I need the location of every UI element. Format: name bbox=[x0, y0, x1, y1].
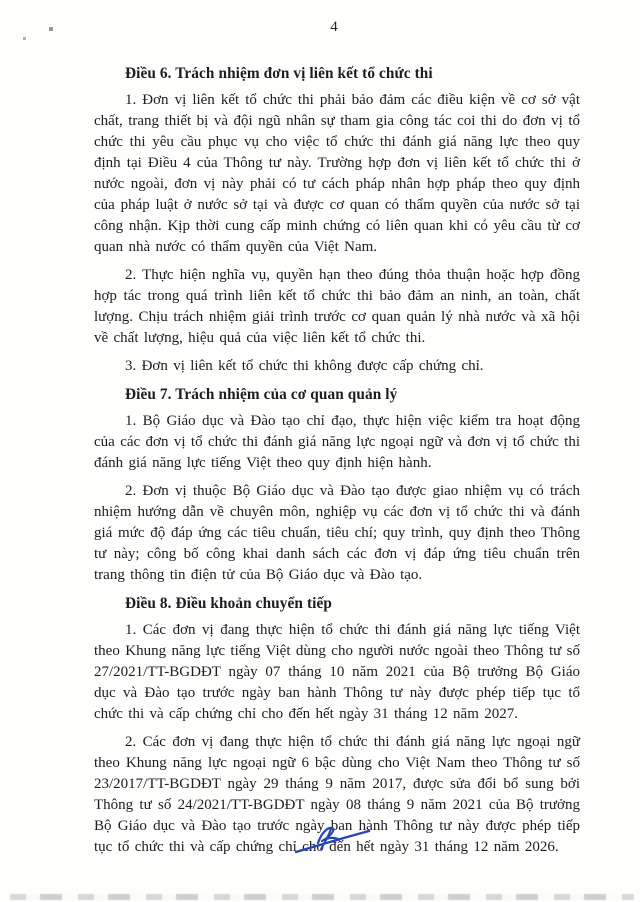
scan-noise-dot bbox=[49, 27, 53, 31]
scan-artifact-band bbox=[10, 894, 634, 900]
article-7-clause-1: 1. Bộ Giáo dục và Đào tạo chỉ đạo, thực hiện việc kiểm tra hoạt động của các đơn vị tổ chức thi đánh giá năng lực ngoại ngữ và đơn vị tổ chức thi đánh giá năng lực tiếng Việt theo quy định hiện hành. bbox=[94, 413, 580, 471]
article-8-clause-2: 2. Các đơn vị đang thực hiện tổ chức thi đánh giá năng lực ngoại ngữ theo Khung năng lực ngoại ngữ 6 bậc dùng cho Việt Nam theo Thông tư số 23/2017/TT-BGDĐT ngày 29 tháng 9 năm 2017, được sửa đổi bổ sung bởi Thông tư số 24/2021/TT-BGDĐT ngày 08 tháng 9 năm 2021 của Bộ trưởng Bộ Giáo dục và Đào tạo trước ngày ban hành Thông tư này được phép tiếp tục tổ chức thi và cấp chứng chỉ cho đến hết ngày 31 tháng 12 năm 2026. bbox=[94, 734, 580, 855]
article-6-clause-2: 2. Thực hiện nghĩa vụ, quyền hạn theo đúng thỏa thuận hoặc hợp đồng hợp tác trong quá trình liên kết tổ chức thi bảo đảm an ninh, an toàn, chất lượng. Chịu trách nhiệm giải trình trước cơ quan quản lý nhà nước và xã hội về chất lượng, hiệu quả của việc liên kết tổ chức thi. bbox=[94, 267, 580, 346]
article-7-heading: Điều 7. Trách nhiệm của cơ quan quản lý bbox=[125, 386, 398, 403]
article-6-clause-3: 3. Đơn vị liên kết tổ chức thi không được cấp chứng chỉ. bbox=[125, 358, 484, 374]
document-body bbox=[94, 57, 580, 865]
article-8-heading: Điều 8. Điều khoản chuyển tiếp bbox=[125, 595, 332, 612]
page-number: 4 bbox=[330, 19, 338, 35]
scan-noise-dot bbox=[23, 37, 26, 40]
article-6-clause-1: 1. Đơn vị liên kết tổ chức thi phải bảo đảm các điều kiện về cơ sở vật chất, trang thiết bị và đội ngũ nhân sự tham gia công tác coi thi do đơn vị tổ chức thi yêu cầu phục vụ cho việc tổ chức thi đánh giá năng lực theo quy định tại Điều 4 của Thông tư này. Trường hợp đơn vị liên kết tổ chức thi ở nước ngoài, đơn vị này phải có tư cách pháp nhân hợp pháp theo quy định của pháp luật ở nước sở tại và được cơ quan có thẩm quyền của nước sở tại công nhận. Kịp thời cung cấp minh chứng có liên quan khi có yêu cầu từ cơ quan nhà nước có thẩm quyền của Việt Nam. bbox=[94, 92, 580, 255]
handwritten-signature-icon bbox=[288, 822, 383, 872]
article-7-clause-2: 2. Đơn vị thuộc Bộ Giáo dục và Đào tạo được giao nhiệm vụ có trách nhiệm hướng dẫn về chuyên môn, nghiệp vụ các đơn vị tổ chức thi và đánh giá mức độ đáp ứng các tiêu chuẩn, tiêu chí; quy trình, quy định theo Thông tư này; công bố công khai danh sách các đơn vị đáp ứng tiêu chuẩn trên trang thông tin điện tử của Bộ Giáo dục và Đào tạo. bbox=[94, 483, 580, 583]
article-8-clause-1: 1. Các đơn vị đang thực hiện tổ chức thi đánh giá năng lực tiếng Việt theo Khung năng lực tiếng Việt dùng cho người nước ngoài theo Thông tư số 27/2021/TT-BGDĐT ngày 07 tháng 10 năm 2021 của Bộ trưởng Bộ Giáo dục và Đào tạo trước ngày ban hành Thông tư này được phép tiếp tục tổ chức thi và cấp chứng chỉ cho đến hết ngày 31 tháng 12 năm 2027. bbox=[94, 622, 580, 722]
article-6-heading: Điều 6. Trách nhiệm đơn vị liên kết tổ chức thi bbox=[125, 65, 433, 82]
